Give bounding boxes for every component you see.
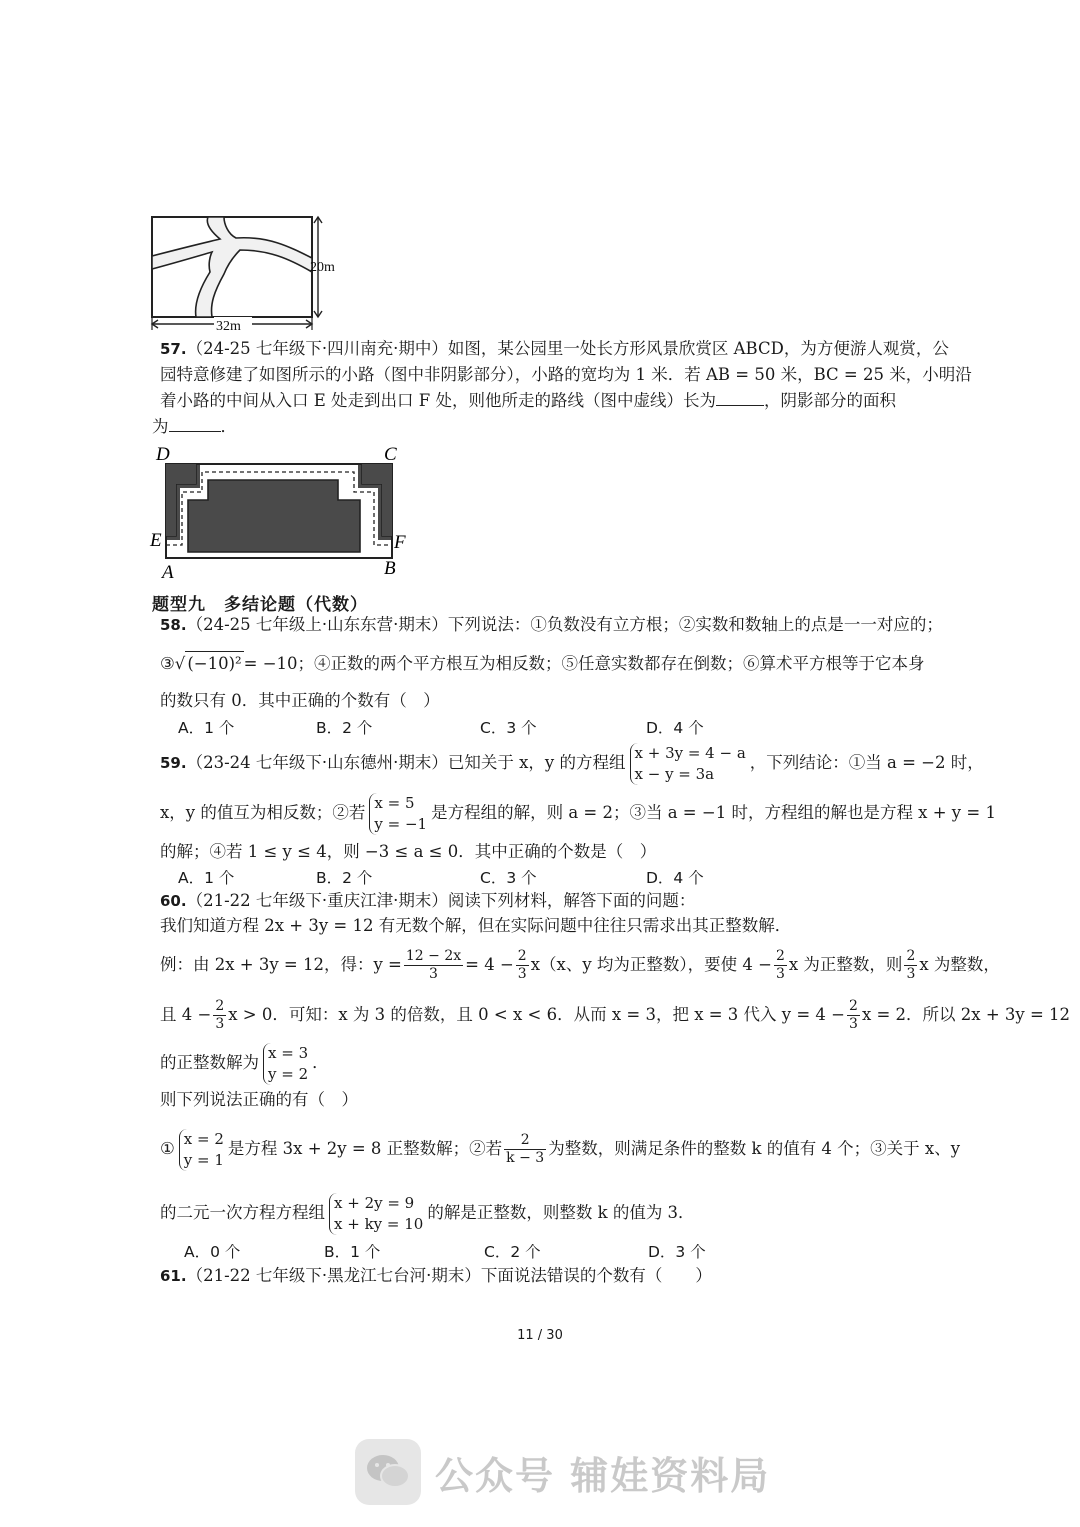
q57-line3: 着小路的中间从入口 E 处走到出口 F 处，则他所走的路线（图中虚线）长为 ，阴影部分的面积	[160, 391, 896, 410]
q60-line4: 且 4 − $\frac{2}{3}$ x > 0．可知：x 为 3 的倍数，且 0 < x < 6．从而 x = 3，把 x = 3 代入 y = 4 − $\frac{2}{3}$ x = 2．所以 2x + 3y = 12	[160, 998, 1071, 1032]
q58-line1: 58.（24-25 七年级上·山东东营·期末）下列说法：①负数没有立方根；②实数和数轴上的点是一一对应的；	[160, 615, 943, 634]
sqrt-symbol: √	[174, 654, 186, 673]
q60-line2: 我们知道方程 2x + 3y = 12 有无数个解，但在实际问题中往往只需求出其正整数解．	[160, 916, 792, 935]
q60-statement3-system: x + 2y = 9 x + ky = 10	[329, 1193, 423, 1235]
q58-number: 58.	[160, 616, 187, 634]
park-figure-57	[148, 440, 418, 582]
wechat-icon	[355, 1439, 421, 1505]
road-figure-56	[148, 214, 348, 338]
q57-answer-blank-2[interactable]	[169, 431, 221, 432]
fraction: $\frac{2}{3}$	[849, 998, 858, 1032]
q60-line3: 例：由 2x + 3y = 12，得：y = $\frac{12 - 2x}{3}$ = 4 − $\frac{2}{3}$ x（x、y 均为正整数），要使 4 − $\frac{2}{3}$ x 为正整数，则 $\frac{2}{3}$ x 为整数，	[160, 948, 1000, 982]
watermark-text: 公众号 辅娃资料局	[435, 1453, 771, 1498]
label-D: D	[156, 444, 170, 465]
q59-option-d[interactable]: D．4 个	[646, 869, 704, 887]
q61-line1: 61.（21-22 七年级下·黑龙江七台河·期末）下面说法错误的个数有（ ）	[160, 1266, 712, 1285]
q61-number: 61.	[160, 1267, 187, 1285]
q59-option-a[interactable]: A．1 个	[178, 869, 235, 887]
q57-line4: 为 ．	[152, 417, 237, 436]
label-F: F	[394, 532, 406, 553]
q59-equation-system: x + 3y = 4 − a x − y = 3a	[630, 743, 746, 785]
q60-option-b[interactable]: B．1 个	[324, 1243, 381, 1261]
q57-line1: 57.（24-25 七年级下·四川南充·期中）如图，某公园里一处长方形风景欣赏区 ABCD，为方便游人观赏，公	[160, 339, 949, 358]
q59-line1: 59.（23-24 七年级下·山东德州·期末）已知关于 x，y 的方程组 x + 3y = 4 − a x − y = 3a ，下列结论：①当 a = −2 时，	[160, 743, 984, 783]
radicand: (−10)²	[185, 651, 243, 676]
q58-option-d[interactable]: D．4 个	[646, 719, 704, 737]
page-number: 11 / 30	[517, 1328, 563, 1343]
fraction: $\frac{12 - 2x}{3}$	[405, 948, 462, 982]
q57-line2: 园特意修建了如图所示的小路（图中非阴影部分），小路的宽均为 1 米．若 AB = 50 米，BC = 25 米，小明沿	[160, 365, 972, 384]
q60-line8: 的二元一次方程方程组 x + 2y = 9 x + ky = 10 的解是正整数，则整数 k 的值为 3．	[160, 1193, 695, 1233]
label-A: A	[162, 562, 174, 582]
q57-number: 57.	[160, 340, 187, 358]
fraction: $\frac{2}{3}$	[517, 948, 527, 982]
fig56-width-label: 32m	[216, 319, 241, 334]
q58-option-a[interactable]: A．1 个	[178, 719, 235, 737]
q58-option-b[interactable]: B．2 个	[316, 719, 373, 737]
fraction: $\frac{2}{3}$	[775, 948, 785, 982]
q60-option-a[interactable]: A．0 个	[184, 1243, 241, 1261]
q60-option-d[interactable]: D．3 个	[648, 1243, 706, 1261]
label-B: B	[384, 558, 396, 579]
q57-answer-blank-1[interactable]	[716, 405, 764, 406]
q59-line3: 的解；④若 1 ≤ y ≤ 4，则 −3 ≤ a ≤ 0．其中正确的个数是（ ）	[160, 842, 657, 861]
q59-number: 59.	[160, 754, 187, 772]
fraction: $\frac{2}{k - 3}$	[506, 1132, 545, 1166]
label-C: C	[384, 444, 397, 465]
q60-line1: 60.（21-22 七年级下·重庆江津·期末）阅读下列材料，解答下面的问题：	[160, 891, 696, 910]
label-E: E	[150, 530, 162, 551]
q59-option-c[interactable]: C．3 个	[480, 869, 537, 887]
q60-line6: 则下列说法正确的有（ ）	[160, 1090, 358, 1109]
q58-line2: ③√ (−10)² = −10；④正数的两个平方根互为相反数；⑤任意实数都存在倒数；⑥算术平方根等于它本身	[160, 651, 925, 676]
q60-line5: 的正整数解为 x = 3 y = 2 ．	[160, 1043, 329, 1083]
q59-option-b[interactable]: B．2 个	[316, 869, 373, 887]
q60-line7: ① x = 2 y = 1 是方程 3x + 2y = 8 正整数解；②若 $\frac{2}{k - 3}$ 为整数，则满足条件的整数 k 的值有 4 个；③关于 x、y	[160, 1129, 961, 1169]
fig56-height-label: 20m	[310, 260, 335, 275]
fraction: $\frac{2}{3}$	[906, 948, 916, 982]
section-heading-9: 题型九 多结论题（代数）	[152, 595, 368, 615]
q60-solution-system: x = 3 y = 2	[263, 1043, 308, 1085]
q60-statement1-system: x = 2 y = 1	[179, 1129, 224, 1171]
watermark	[355, 1436, 770, 1508]
q58-option-c[interactable]: C．3 个	[480, 719, 537, 737]
q59-solution-system: x = 5 y = −1	[369, 793, 427, 835]
q58-line3: 的数只有 0．其中正确的个数有（ ）	[160, 691, 440, 710]
q59-line2: x，y 的值互为相反数；②若 x = 5 y = −1 是方程组的解，则 a = 2；③当 a = −1 时，方程组的解也是方程 x + y = 1	[160, 793, 996, 833]
fraction: $\frac{2}{3}$	[215, 998, 225, 1032]
q60-option-c[interactable]: C．2 个	[484, 1243, 541, 1261]
q60-number: 60.	[160, 892, 187, 910]
